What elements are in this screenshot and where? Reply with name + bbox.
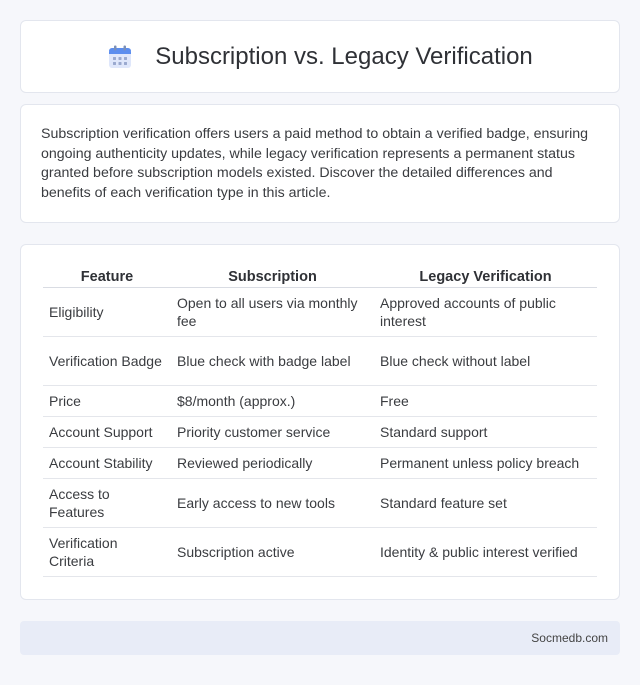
table-cell: Access to Features — [43, 479, 171, 528]
table-cell: Price — [43, 386, 171, 417]
table-row — [43, 337, 597, 386]
table-cell: Account Stability — [43, 448, 171, 479]
intro-paragraph: Subscription verification offers users a paid method to obtain a verified badge, ensuring ongoing authenticity updates, while legacy verification represents a permanent status granted before subscription models existed. Discover the detailed differences and benefits of each verification type in this article. — [41, 126, 589, 201]
table-cell: Blue check with badge label — [171, 337, 374, 386]
table-cell: Free — [374, 386, 597, 417]
comparison-card — [20, 244, 620, 600]
comparison-table — [43, 265, 597, 577]
calendar-icon — [107, 44, 133, 70]
table-cell: Early access to new tools — [171, 479, 374, 528]
footer-bar — [20, 621, 620, 655]
table-header-row — [43, 265, 597, 288]
table-cell: Blue check without label — [374, 337, 597, 386]
table-cell: Eligibility — [43, 288, 171, 337]
table-cell: Open to all users via monthly fee — [171, 288, 374, 337]
header-feature: Feature — [43, 265, 171, 288]
table-cell: Identity & public interest verified — [374, 528, 597, 577]
table-cell: $8/month (approx.) — [171, 386, 374, 417]
footer-site-link[interactable]: Socmedb.com — [531, 631, 608, 645]
table-cell: Priority customer service — [171, 417, 374, 448]
table-cell: Approved accounts of public interest — [374, 288, 597, 337]
table-cell: Standard feature set — [374, 479, 597, 528]
title-card — [20, 20, 620, 93]
table-row — [43, 479, 597, 528]
table-cell: Subscription active — [171, 528, 374, 577]
table-row — [43, 448, 597, 479]
table-row — [43, 386, 597, 417]
table-cell: Verification Criteria — [43, 528, 171, 577]
table-cell: Standard support — [374, 417, 597, 448]
page-title: Subscription vs. Legacy Verification — [155, 42, 533, 70]
header-legacy: Legacy Verification — [374, 265, 597, 288]
table-row — [43, 288, 597, 337]
header-subscription: Subscription — [171, 265, 374, 288]
intro-card — [20, 104, 620, 223]
table-cell: Reviewed periodically — [171, 448, 374, 479]
table-row — [43, 528, 597, 577]
table-cell: Verification Badge — [43, 337, 171, 386]
table-cell: Account Support — [43, 417, 171, 448]
table-row — [43, 417, 597, 448]
table-cell: Permanent unless policy breach — [374, 448, 597, 479]
